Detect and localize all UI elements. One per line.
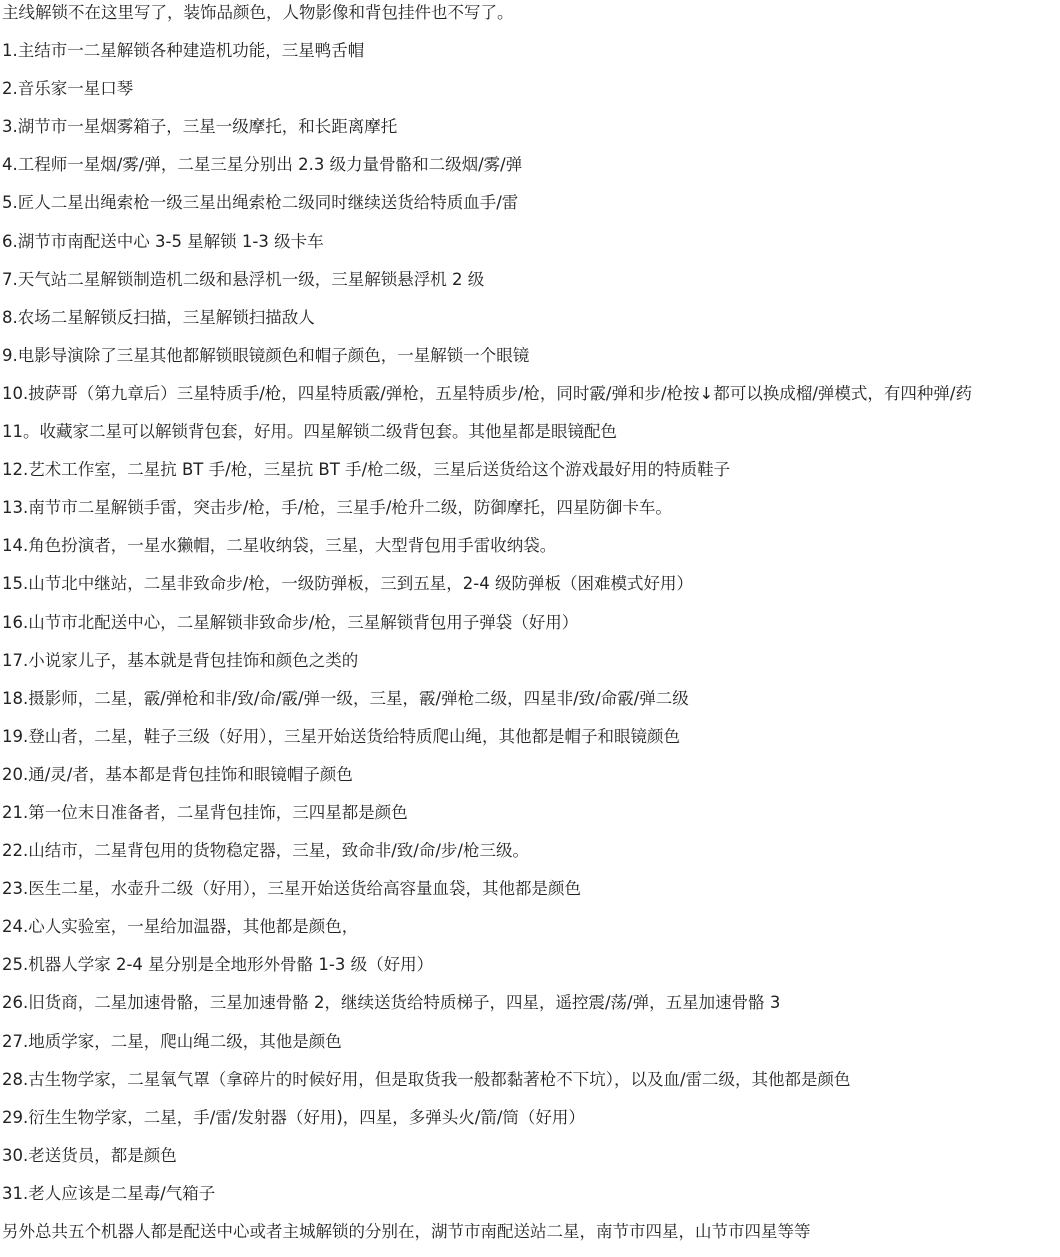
list-item: 11。收藏家二星可以解锁背包套，好用。四星解锁二级背包套。其他星都是眼镜配色 bbox=[2, 422, 617, 442]
intro-line: 主线解锁不在这里写了，装饰品颜色，人物影像和背包挂件也不写了。 bbox=[2, 3, 514, 22]
list-item: 23.医生二星，水壶升二级（好用），三星开始送货给高容量血袋，其他都是颜色 bbox=[2, 879, 581, 899]
list-item: 25.机器人学家 2-4 星分别是全地形外骨骼 1-3 级（好用） bbox=[2, 955, 434, 975]
document-body bbox=[2, 0, 1058, 1257]
list-item: 19.登山者，二星，鞋子三级（好用），三星开始送货给特质爬山绳，其他都是帽子和眼镜颜色 bbox=[2, 726, 680, 746]
list-item: 29.衍生生物学家，二星，手/雷/发射器（好用)，四星，多弹头火/箭/筒（好用） bbox=[2, 1107, 585, 1127]
list-item: 17.小说家儿子，基本就是背包挂饰和颜色之类的 bbox=[2, 650, 359, 670]
list-item: 21.第一位末日准备者，二星背包挂饰，三四星都是颜色 bbox=[2, 802, 408, 822]
list-item: 6.湖节市南配送中心 3-5 星解锁 1-3 级卡车 bbox=[2, 231, 324, 251]
list-item: 3.湖节市一星烟雾箱子，三星一级摩托，和长距离摩托 bbox=[2, 117, 398, 137]
list-item: 26.旧货商，二星加速骨骼，三星加速骨骼 2，继续送货给特质梯子，四星，遥控震/荡/弹，五星加速骨骼 3 bbox=[2, 993, 781, 1013]
list-item: 15.山节北中继站，二星非致命步/枪，一级防弹板，三到五星，2-4 级防弹板（困难模式好用） bbox=[2, 574, 693, 594]
list-item: 12.艺术工作室，二星抗 BT 手/枪，三星抗 BT 手/枪二级，三星后送货给这个游戏最好用的特质鞋子 bbox=[2, 460, 731, 480]
list-item: 7.天气站二星解锁制造机二级和悬浮机一级，三星解锁悬浮机 2 级 bbox=[2, 269, 485, 289]
closing-line: 另外总共五个机器人都是配送中心或者主城解锁的分别在，湖节市南配送站二星，南节市四星，山节市四星等等 bbox=[2, 1222, 811, 1241]
list-item: 10.披萨哥（第九章后）三星特质手/枪，四星特质霰/弹枪，五星特质步/枪，同时霰/弹和步/枪按↓都可以换成榴/弹模式，有四种弹/药 bbox=[2, 383, 972, 403]
list-item: 13.南节市二星解锁手雷，突击步/枪，手/枪，三星手/枪升二级，防御摩托，四星防御卡车。 bbox=[2, 498, 672, 518]
list-item: 27.地质学家，二星，爬山绳二级，其他是颜色 bbox=[2, 1031, 342, 1051]
list-item: 2.音乐家一星口琴 bbox=[2, 79, 134, 99]
list-item: 5.匠人二星出绳索枪一级三星出绳索枪二级同时继续送货给特质血手/雷 bbox=[2, 193, 519, 213]
list-item: 1.主结市一二星解锁各种建造机功能，三星鸭舌帽 bbox=[2, 41, 365, 61]
list-item: 22.山结市，二星背包用的货物稳定器，三星，致命非/致/命/步/枪三级。 bbox=[2, 841, 529, 861]
list-item: 28.古生物学家，二星氧气罩（拿碎片的时候好用，但是取货我一般都黏著枪不下坑），以及血/雷二级，其他都是颜色 bbox=[2, 1069, 851, 1089]
list-item: 20.通/灵/者，基本都是背包挂饰和眼镜帽子颜色 bbox=[2, 764, 353, 784]
list-item: 24.心人实验室，一星给加温器，其他都是颜色， bbox=[2, 917, 359, 937]
list-item: 14.角色扮演者，一星水獭帽，二星收纳袋，三星，大型背包用手雷收纳袋。 bbox=[2, 536, 557, 556]
list-item: 4.工程师一星烟/雾/弹，二星三星分别出 2.3 级力量骨骼和二级烟/雾/弹 bbox=[2, 155, 523, 175]
list-item: 8.农场二星解锁反扫描，三星解锁扫描敌人 bbox=[2, 307, 315, 327]
list-item: 30.老送货员，都是颜色 bbox=[2, 1145, 177, 1165]
list-item: 18.摄影师，二星，霰/弹枪和非/致/命/霰/弹一级，三星，霰/弹枪二级，四星非/致/命霰/弹二级 bbox=[2, 688, 689, 708]
list-item: 9.电影导演除了三星其他都解锁眼镜颜色和帽子颜色，一星解锁一个眼镜 bbox=[2, 345, 530, 365]
list-item: 16.山节市北配送中心，二星解锁非致命步/枪，三星解锁背包用子弹袋（好用） bbox=[2, 612, 579, 632]
list-item: 31.老人应该是二星毒/气箱子 bbox=[2, 1183, 216, 1203]
